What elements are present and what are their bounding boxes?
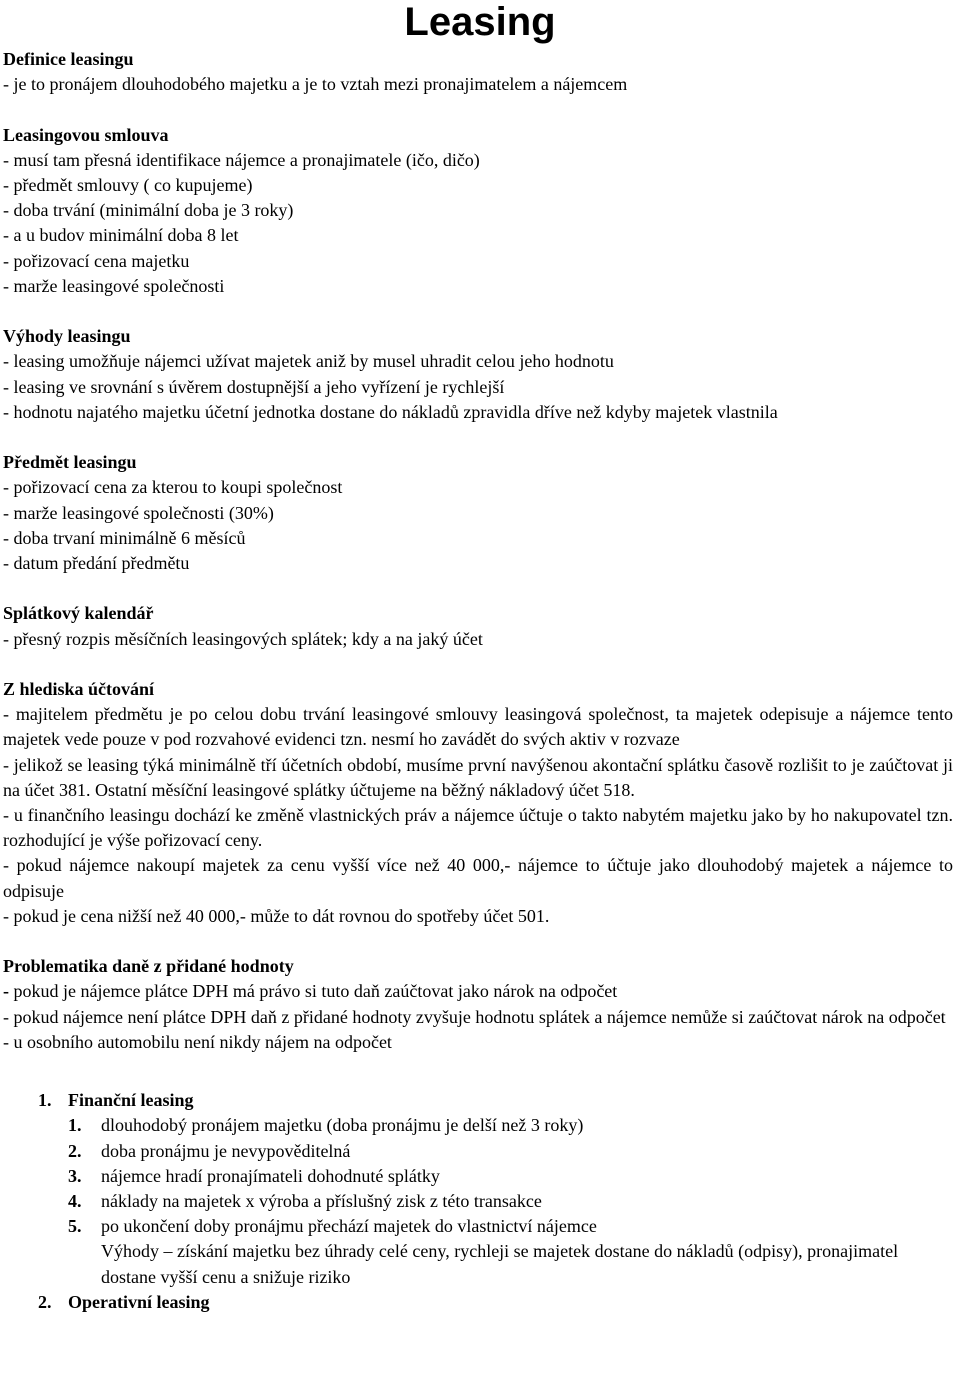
- sublist-text: náklady na majetek x výroba a příslušný zisk z této transakce: [101, 1191, 542, 1212]
- sublist-number: 1.: [68, 1115, 82, 1136]
- sublist-item: [3, 1214, 953, 1239]
- sublist-text: doba pronájmu je nevypověditelná: [101, 1140, 351, 1161]
- predmet-line: - doba trvaní minimálně 6 měsíců: [3, 527, 246, 548]
- dph-paragraph: - u osobního automobilu není nikdy nájem na odpočet: [3, 1031, 392, 1052]
- sublist-text: dlouhodobý pronájem majetku (doba pronájmu je delší než 3 roky): [101, 1115, 584, 1136]
- sublist-number: 4.: [68, 1191, 82, 1212]
- dph-paragraph: - pokud nájemce není plátce DPH daň z přidané hodnoty zvyšuje hodnotu splátek a nájemce nemůže si zaúčtovat nárok na odpočet: [3, 1006, 946, 1027]
- kalendar-line: - přesný rozpis měsíčních leasingových splátek; kdy a na jaký účet: [3, 628, 483, 649]
- section-heading-kalendar: Splátkový kalendář: [3, 603, 154, 624]
- sublist-item: [3, 1139, 953, 1164]
- list-item-financni: [3, 1088, 953, 1113]
- vyhody-line: - leasing ve srovnání s úvěrem dostupnější a jeho vyřízení je rychlejší: [3, 376, 505, 397]
- smlouva-line: - předmět smlouvy ( co kupujeme): [3, 175, 253, 195]
- section-heading-definice: Definice leasingu: [3, 49, 134, 69]
- dph-paragraph: [3, 979, 953, 1004]
- dph-text: pokud je nájemce plátce DPH má právo si tuto daň zaúčtovat jako nárok na odpočet: [9, 981, 618, 1002]
- section-heading-smlouva: Leasingovou smlouva: [3, 124, 169, 145]
- uctovani-paragraph: - pokud nájemce nakoupí majetek za cenu vyšší více než 40 000,- nájemce to účtuje jako dlouhodobý majetek a nájemce to odpisuje: [3, 855, 953, 901]
- document-body: [3, 47, 953, 1315]
- uctovani-paragraph: - majitelem předmětu je po celou dobu trvání leasingové smlouvy leasingová společnost, ta majetek odepisuje a nájemce tento majetek vede pouze v pod rozvahové evidenci tzn. nesmí ho zavádět do svých aktiv v rozvaze: [3, 704, 953, 750]
- definice-line: - je to pronájem dlouhodobého majetku a je to vztah mezi pronajimatelem a nájemcem: [3, 74, 628, 95]
- section-heading-uctovani: Z hlediska účtování: [3, 679, 155, 699]
- smlouva-line: - doba trvání (minimální doba je 3 roky): [3, 200, 294, 221]
- section-heading-vyhody: Výhody leasingu: [3, 326, 131, 347]
- section-heading-predmet: Předmět leasingu: [3, 452, 137, 473]
- list-number: 1.: [38, 1090, 52, 1111]
- list-number: 2.: [38, 1291, 52, 1312]
- sublist-item: [3, 1189, 953, 1214]
- list-label: Operativní leasing: [68, 1291, 210, 1312]
- smlouva-line: - musí tam přesná identifikace nájemce a pronajimatele (ičo, dičo): [3, 149, 480, 170]
- predmet-line: - pořizovací cena za kterou to koupi společnost: [3, 477, 343, 498]
- sublist-item: [3, 1164, 953, 1189]
- uctovani-paragraph: - u finančního leasingu dochází ke změně vlastnických práv a nájemce účtuje o takto nabytém majetku jako by ho nakupovatel tzn. rozhodující je výše pořizovací ceny.: [3, 805, 953, 851]
- sublist-number: 3.: [68, 1165, 82, 1186]
- dph-dash: -: [3, 981, 9, 1002]
- sublist-text: po ukončení doby pronájmu přechází majetek do vlastnictví nájemce: [101, 1216, 597, 1237]
- uctovani-paragraph: - jelikož se leasing týká minimálně tří účetních období, musíme první navýšenou akontační splátku časově rozlišit to je zaúčtovat ji na účet 381. Ostatní měsíční leasingové splátky účtujeme na běžný nákladový účet 518.: [3, 754, 953, 800]
- sublist-number: 5.: [68, 1216, 82, 1237]
- vyhody-line: - leasing umožňuje nájemci užívat majetek aniž by musel uhradit celou jeho hodnotu: [3, 351, 614, 372]
- sublist-item: [3, 1113, 953, 1138]
- vyhody-line: - hodnotu najatého majetku účetní jednotka dostane do nákladů zpravidla dříve než kdyby majetek vlastnila: [3, 401, 778, 422]
- sublist-text: nájemce hradí pronajímateli dohodnuté splátky: [101, 1165, 440, 1186]
- list-item-operativni: [3, 1290, 953, 1315]
- predmet-line: - datum předání předmětu: [3, 553, 190, 574]
- list-label: Finanční leasing: [68, 1090, 194, 1111]
- sublist-number: 2.: [68, 1140, 82, 1161]
- uctovani-paragraph: - pokud je cena nižší než 40 000,- může to dát rovnou do spotřeby účet 501.: [3, 905, 550, 926]
- predmet-line: - marže leasingové společnosti (30%): [3, 502, 274, 523]
- section-heading-dph: Problematika daně z přidané hodnoty: [3, 956, 294, 977]
- smlouva-line: - marže leasingové společnosti: [3, 275, 225, 296]
- vyhody-note: Výhody – získání majetku bez úhrady celé ceny, rychleji se majetek dostane do nákladů (odpisy), pronajimatel dostane vyšší cenu a snižuje riziko: [101, 1241, 899, 1287]
- page-title: Leasing: [404, 0, 556, 44]
- smlouva-line: - pořizovací cena majetku: [3, 250, 190, 271]
- smlouva-line: - a u budov minimální doba 8 let: [3, 225, 239, 246]
